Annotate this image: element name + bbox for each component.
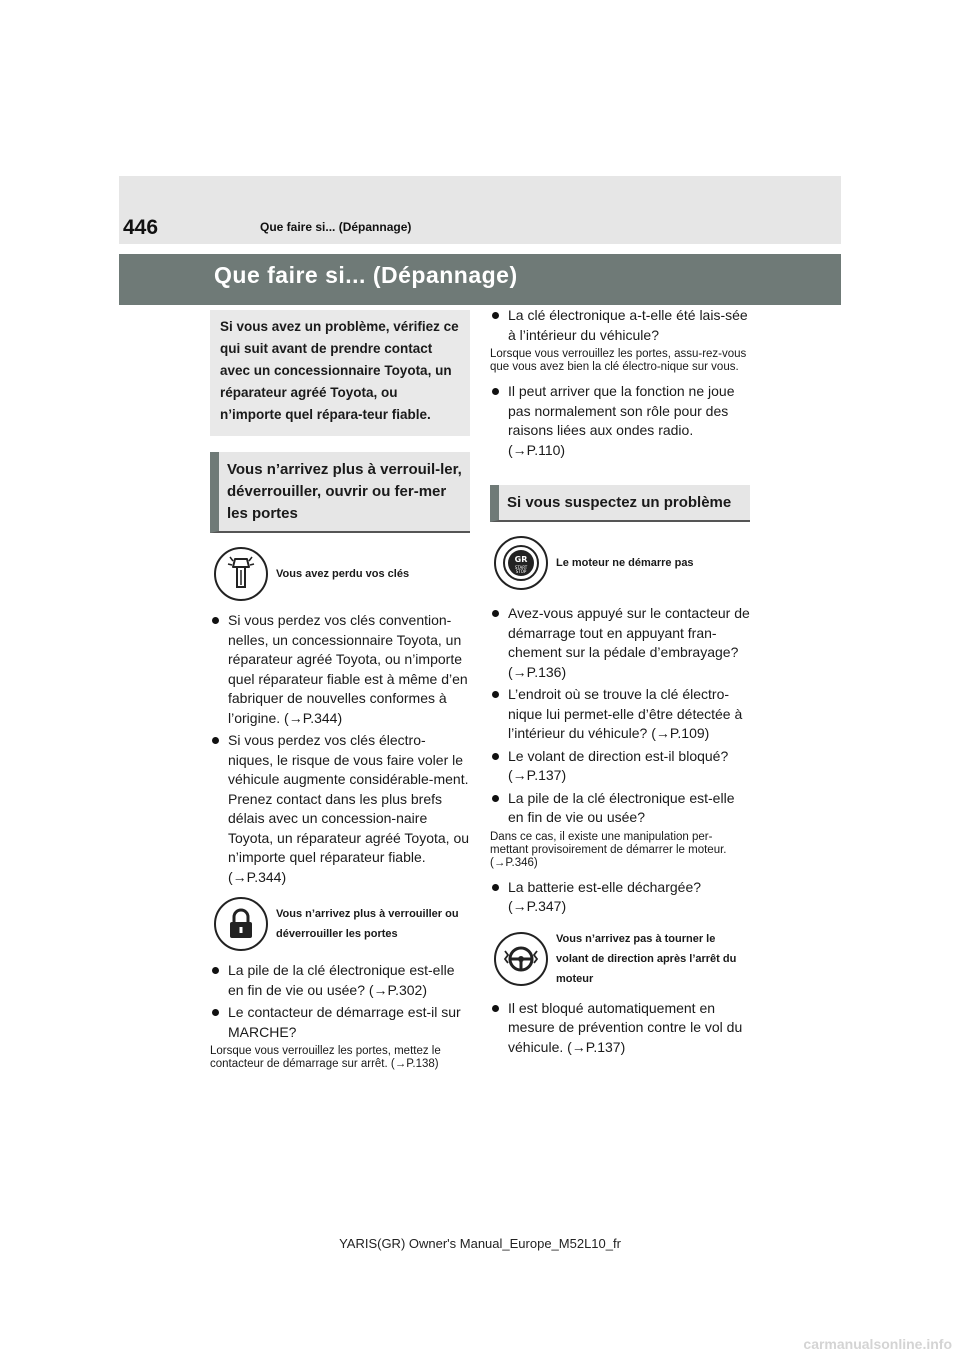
section-heading-problem: Si vous suspectez un problème bbox=[490, 485, 750, 522]
list-item: L’endroit où se trouve la clé électro-nique lui permet-elle d’être détectée à l’intérieur du véhicule? (→P.109) bbox=[490, 685, 750, 744]
subsection-label: Vous n’arrivez plus à verrouiller ou déverrouiller les portes bbox=[276, 908, 459, 940]
page-title: Que faire si... (Dépannage) bbox=[214, 262, 518, 288]
header-bar bbox=[119, 176, 841, 244]
bullet-list bbox=[490, 878, 750, 917]
intro-box: Si vous avez un problème, vérifiez ce qui suit avant de prendre contact avec un concessionnaire Toyota, un réparateur agréé Toyota, ou n’importe quel répara-teur fiable. bbox=[210, 310, 470, 436]
bullet-list bbox=[490, 306, 750, 345]
footer-text: YARIS(GR) Owner's Manual_Europe_M52L10_fr bbox=[339, 1236, 621, 1251]
list-item: Le volant de direction est-il bloqué? (→P.137) bbox=[490, 747, 750, 786]
list-item: La pile de la clé électronique est-elle en fin de vie ou usée? (→P.302) bbox=[210, 961, 470, 1000]
note-text: Lorsque vous verrouillez les portes, assu-rez-vous que vous avez bien la clé électro-nique sur vous. bbox=[490, 348, 747, 373]
list-item: Il est bloqué automatiquement en mesure de prévention contre le vol du véhicule. (→P.137) bbox=[490, 999, 750, 1058]
subsection-engine-start bbox=[494, 536, 750, 590]
breadcrumb: Que faire si... (Dépannage) bbox=[260, 220, 412, 234]
subsection-steering-lock bbox=[494, 929, 750, 989]
title-bar bbox=[119, 254, 841, 305]
subsection-label: Le moteur ne démarre pas bbox=[556, 557, 694, 569]
start-stop-button-icon bbox=[494, 536, 548, 590]
subsection-lost-keys bbox=[214, 547, 470, 601]
subsection-label: Vous n’arrivez pas à tourner le volant de direction après l’arrêt du moteur bbox=[556, 932, 737, 985]
svg-text:GR: GR bbox=[514, 555, 528, 564]
watermark: carmanualsonline.info bbox=[803, 1336, 952, 1352]
page-number: 446 bbox=[123, 216, 159, 239]
list-item: Il peut arriver que la fonction ne joue pas normalement son rôle pour des raisons liées aux ondes radio. (→P.110) bbox=[490, 382, 750, 460]
left-column bbox=[210, 310, 470, 1079]
list-item: Avez-vous appuyé sur le contacteur de démarrage tout en appuyant fran-chement sur la pédale d’embrayage? (→P.136) bbox=[490, 604, 750, 682]
bullet-list bbox=[210, 961, 470, 1042]
subsection-lock-doors bbox=[214, 897, 470, 951]
section-heading-doors: Vous n’arrivez plus à verrouil-ler, déverrouiller, ouvrir ou fer-mer les portes bbox=[210, 452, 470, 533]
note-text: Lorsque vous verrouillez les portes, mettez le contacteur de démarrage sur arrêt. (→P.138) bbox=[210, 1045, 441, 1070]
list-item: Le contacteur de démarrage est-il sur MARCHE? bbox=[210, 1003, 470, 1042]
list-item: Si vous perdez vos clés convention-nelles, un concessionnaire Toyota, un réparateur agréé Toyota, ou n’importe quel réparateur fiable est à même d’en fabriquer de nouvelles conformes à l’origine. (→P.344) bbox=[210, 611, 470, 728]
list-item: Si vous perdez vos clés électro-niques, le risque de vous faire voler le véhicule augmente considérable-ment. Prenez contact dans les plus brefs délais avec un concession-naire Toyota, un réparateur agréé Toyota, ou n’importe quel réparateur fiable. (→P.344) bbox=[210, 731, 470, 887]
bullet-list bbox=[490, 604, 750, 828]
list-item: La clé électronique a-t-elle été lais-sée à l’intérieur du véhicule? bbox=[490, 306, 750, 345]
steering-wheel-icon bbox=[494, 932, 548, 986]
padlock-icon bbox=[214, 897, 268, 951]
note-text: Dans ce cas, il existe une manipulation per-mettant provisoirement de démarrer le moteur. (→P.346) bbox=[490, 830, 727, 869]
svg-text:STOP: STOP bbox=[515, 569, 527, 574]
key-icon bbox=[214, 547, 268, 601]
svg-text:START: START bbox=[514, 565, 528, 570]
right-column bbox=[490, 306, 750, 1060]
subsection-label: Vous avez perdu vos clés bbox=[276, 568, 410, 580]
list-item: La pile de la clé électronique est-elle en fin de vie ou usée? bbox=[490, 789, 750, 828]
list-item: La batterie est-elle déchargée? (→P.347) bbox=[490, 878, 750, 917]
bullet-list bbox=[490, 382, 750, 460]
bullet-list bbox=[490, 999, 750, 1058]
bullet-list bbox=[210, 611, 470, 887]
